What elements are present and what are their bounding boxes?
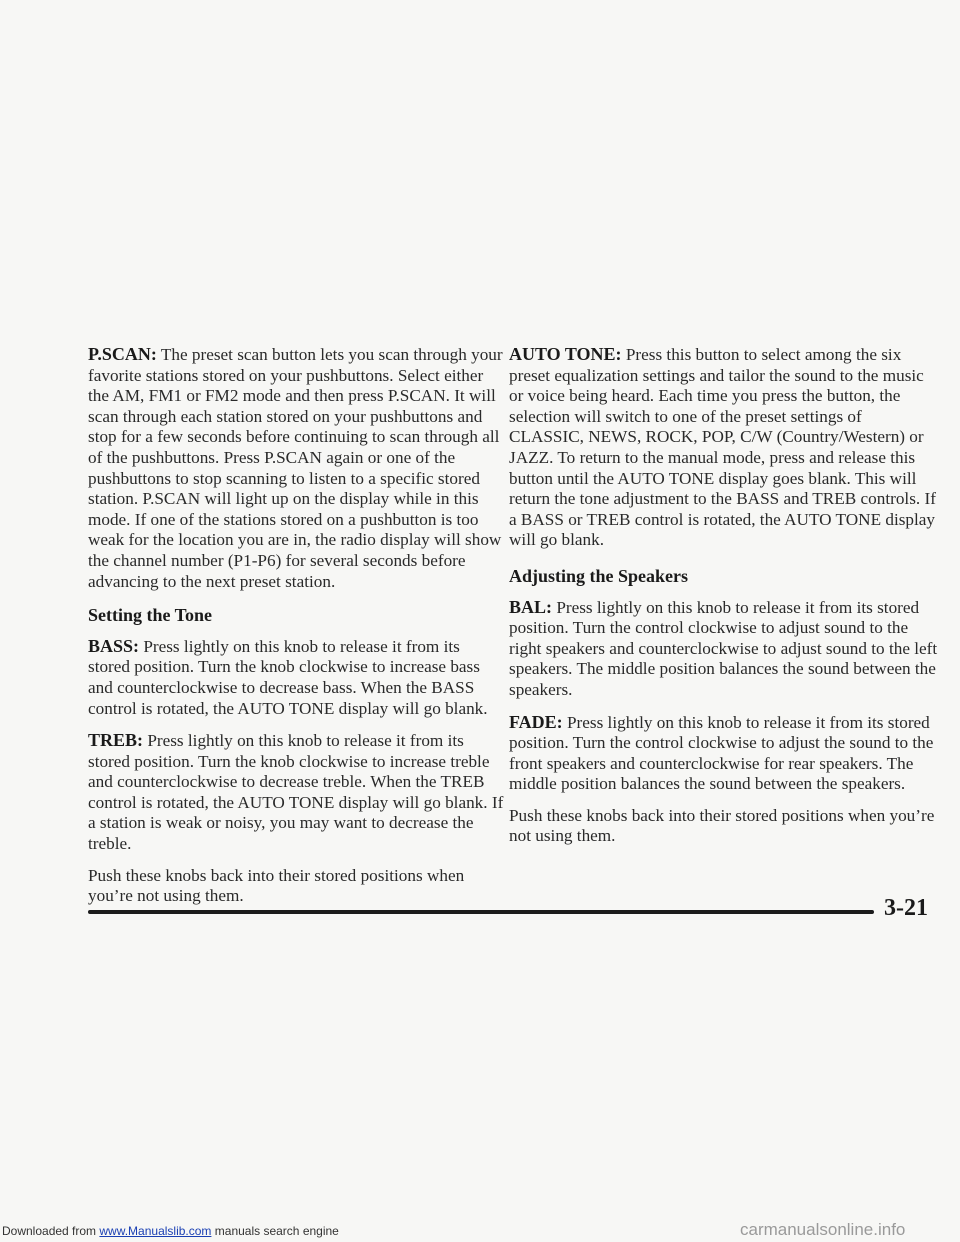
pscan-term: P.SCAN: bbox=[88, 344, 157, 364]
right-column bbox=[509, 344, 941, 858]
left-push-back-paragraph: Push these knobs back into their stored positions when you’re not using them. bbox=[88, 865, 465, 906]
treb-term: TREB: bbox=[88, 730, 144, 751]
download-footer bbox=[2, 1224, 339, 1238]
left-column bbox=[88, 344, 506, 918]
bal-paragraph bbox=[509, 597, 941, 701]
bass-term: BASS: bbox=[88, 635, 140, 656]
treb-paragraph bbox=[88, 730, 506, 855]
pscan-text: The preset scan button lets you scan through your favorite stations stored on your pushbuttons. Select either the AM, FM1 or FM2 mode and then press P.SCAN. It will scan through each station stored on your pushbuttons and stop for a few seconds before continuing to scan through all of the pushbuttons. Press P.SCAN again or one of the pushbuttons to stop scanning to listen to a specific stored station. P.SCAN will light up on the display while in this mode. If one of the stations stored on a pushbutton is too weak for the location you are in, the radio display will show the channel number (P1-P6) for several seconds before advancing to the next preset station. bbox=[88, 345, 503, 591]
manualslib-link[interactable]: www.Manualslib.com bbox=[99, 1224, 212, 1238]
adjusting-speakers-heading: Adjusting the Speakers bbox=[509, 565, 689, 586]
footer-rule bbox=[88, 910, 874, 914]
right-push-back-paragraph: Push these knobs back into their stored positions when you’re not using them. bbox=[509, 805, 935, 846]
setting-tone-heading: Setting the Tone bbox=[88, 605, 213, 626]
page-number: 3-21 bbox=[884, 895, 928, 921]
auto-tone-paragraph bbox=[509, 344, 941, 551]
bass-paragraph bbox=[88, 636, 506, 719]
pscan-paragraph bbox=[88, 344, 506, 592]
download-prefix: Downloaded from bbox=[2, 1224, 100, 1238]
bass-text: Press lightly on this knob to release it from its stored position. Turn the knob clockwise to increase bass and counterclockwise to decrease bass. When the BASS control is rotated, the AUTO TONE display will go blank. bbox=[88, 636, 488, 718]
treb-text: Press lightly on this knob to release it from its stored position. Turn the knob clockwise to increase treble and counterclockwise to decrease treble. When the TREB control is rotated, the AUTO TONE display will go blank. If a station is weak or noisy, you may want to decrease the treble. bbox=[88, 731, 504, 854]
watermark-text: carmanualsonline.info bbox=[740, 1220, 906, 1239]
fade-paragraph bbox=[509, 712, 941, 795]
bal-text: Press lightly on this knob to release it from its stored position. Turn the control clockwise to adjust sound to the right speakers and counterclockwise to adjust sound to the left speakers. The middle position balances the sound between the speakers. bbox=[509, 597, 938, 699]
fade-text: Press lightly on this knob to release it from its stored position. Turn the control clockwise to adjust the sound to the front speakers and counterclockwise for rear speakers. The middle position balances the sound between the speakers. bbox=[509, 712, 934, 794]
auto-tone-term: AUTO TONE: bbox=[509, 344, 622, 364]
auto-tone-text: Press this button to select among the six preset equalization settings and tailor the sound to the music or voice being heard. Each time you press the button, the selection will switch to one of the preset settings of CLASSIC, NEWS, ROCK, POP, C/W (Country/Western) or JAZZ. To return to the manual mode, press and release this button until the AUTO TONE display goes blank. This will return the tone adjustment to the BASS and TREB controls. If a BASS or TREB control is rotated, the AUTO TONE display will go blank. bbox=[509, 345, 936, 550]
bal-term: BAL: bbox=[509, 596, 553, 617]
download-suffix: manuals search engine bbox=[211, 1224, 339, 1238]
fade-term: FADE: bbox=[509, 711, 563, 732]
